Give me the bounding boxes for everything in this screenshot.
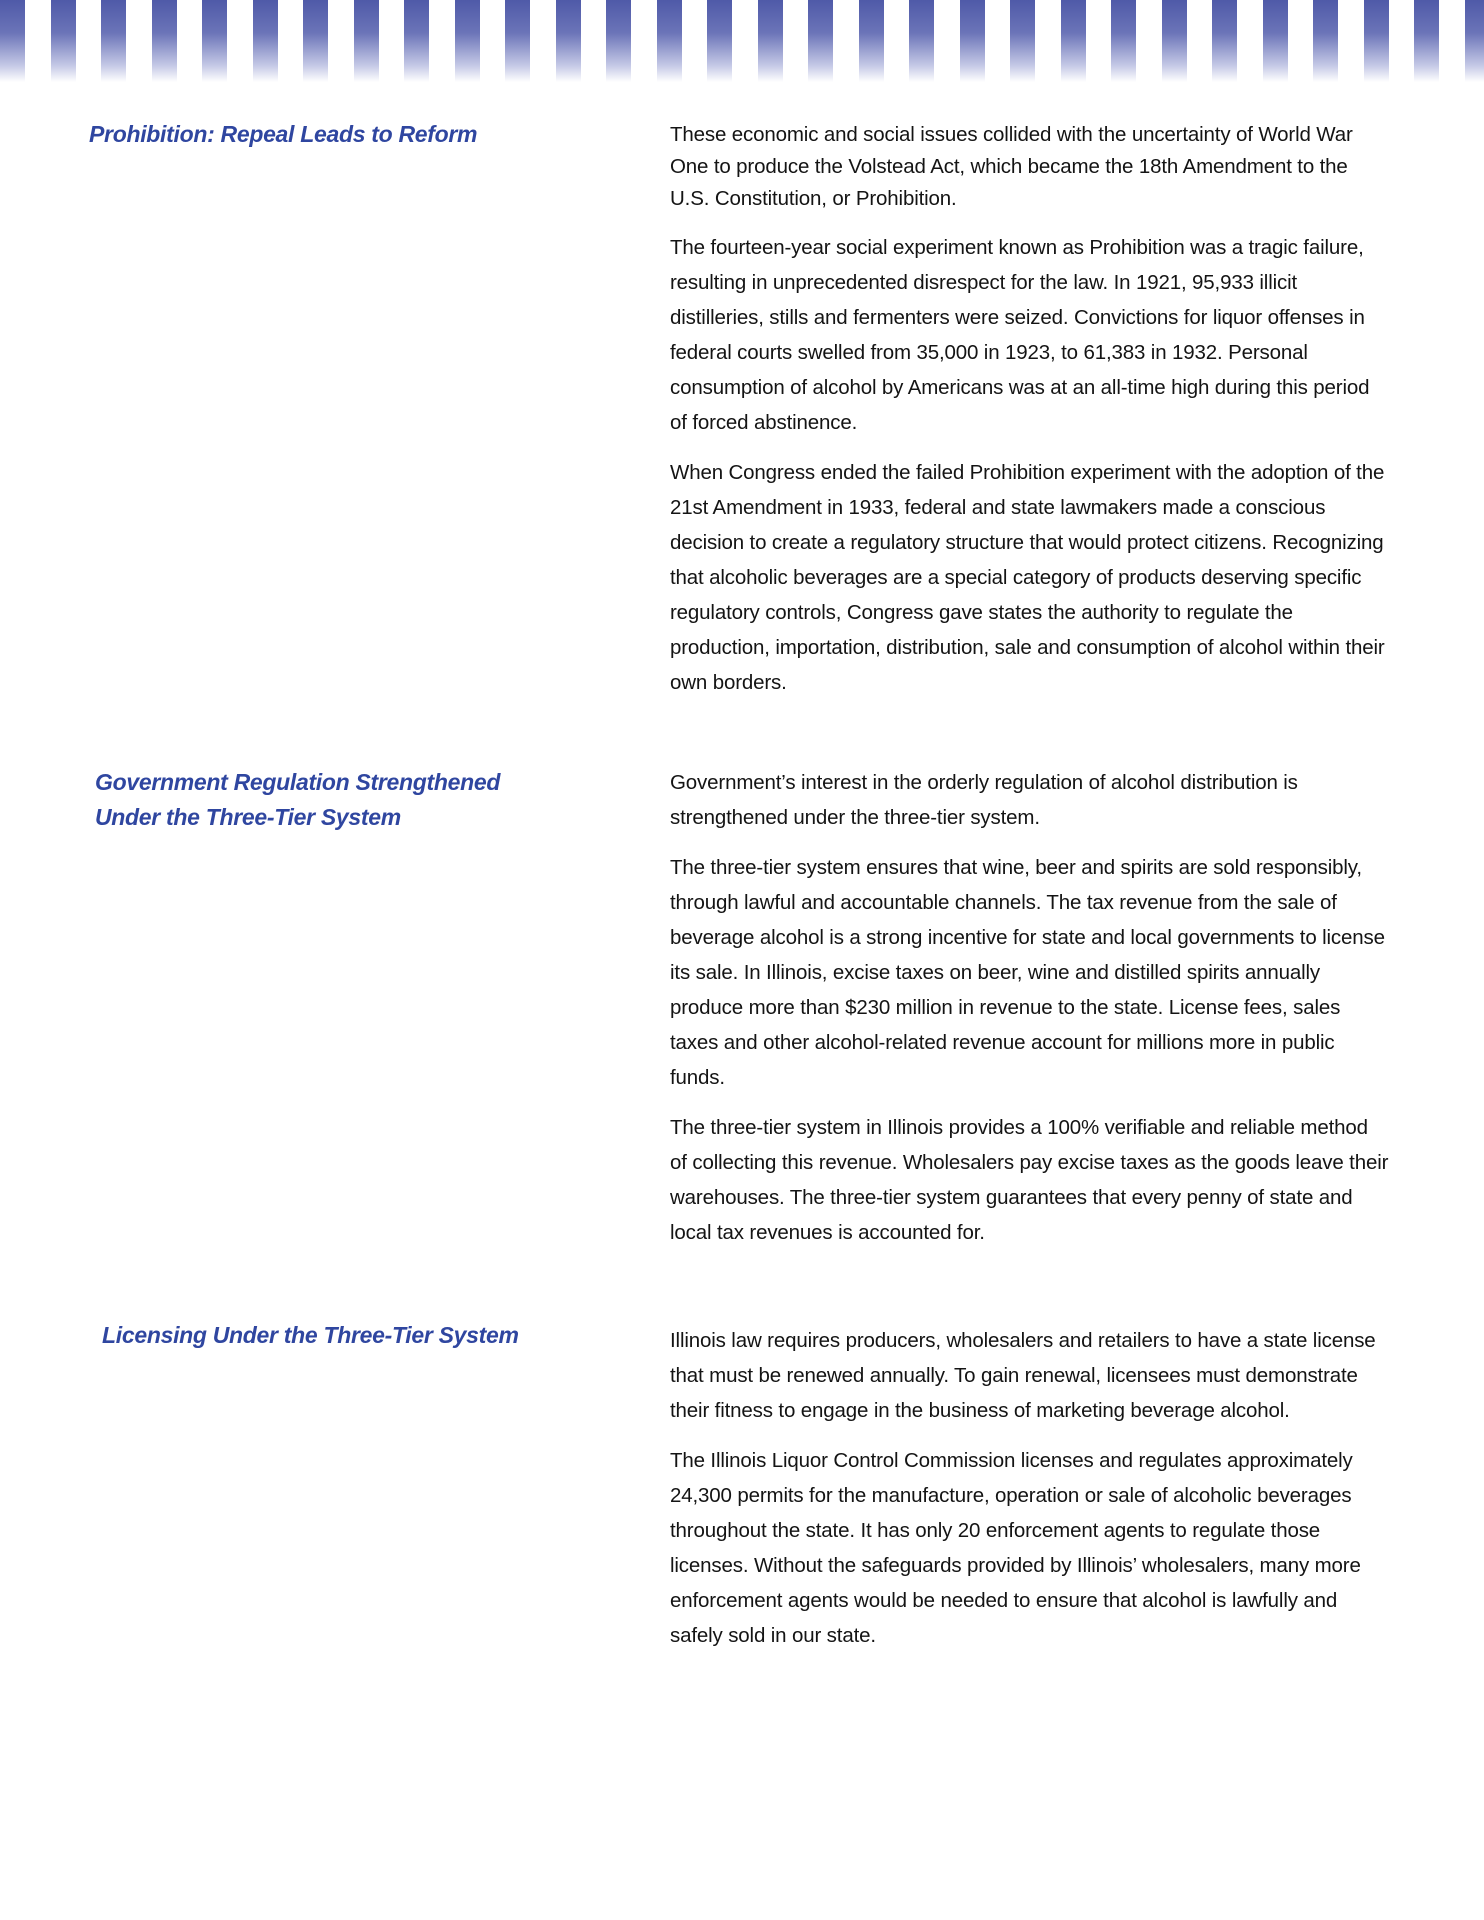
- stripe: [1263, 0, 1288, 82]
- stripe: [1061, 0, 1086, 82]
- heading-line: Prohibition: Repeal Leads to Reform: [89, 121, 478, 147]
- stripe: [101, 0, 126, 82]
- paragraph: The Illinois Liquor Control Commission licenses and regulates approximately 24,300 permits for the manufacture, operation or sale of alcoholic beverages throughout the state. It has only 20 enforcement agents to regulate those licenses. Without the safeguards provided by Illinois’ wholesalers, many more enforcement agents would be needed to ensure that alcohol is lawfully and safely sold in our state.: [670, 1449, 1361, 1647]
- stripe: [455, 0, 480, 82]
- section-heading: [95, 765, 500, 835]
- paragraph: Government’s interest in the orderly regulation of alcohol distribution is strengthened under the three-tier system.: [670, 771, 1298, 829]
- stripe: [1364, 0, 1389, 82]
- stripe: [1212, 0, 1237, 82]
- stripe: [152, 0, 177, 82]
- paragraph: The three-tier system in Illinois provides a 100% verifiable and reliable method of collecting this revenue. Wholesalers pay excise taxes as the goods leave their warehouses. The three-tier system guarantees that every penny of state and local tax revenues is accounted for.: [670, 1116, 1389, 1244]
- section-body: [670, 1323, 1390, 1668]
- stripe: [859, 0, 884, 82]
- stripe: [909, 0, 934, 82]
- stripe: [505, 0, 530, 82]
- stripe: [1010, 0, 1035, 82]
- heading-line: Government Regulation Strengthened: [95, 769, 501, 795]
- paragraph: Illinois law requires producers, wholesalers and retailers to have a state license that must be renewed annually. To gain renewal, licensees must demonstrate their fitness to engage in the business of marketing beverage alcohol.: [670, 1329, 1376, 1422]
- stripe: [1313, 0, 1338, 82]
- stripe: [1414, 0, 1439, 82]
- stripe: [1465, 0, 1484, 82]
- section-heading: [102, 1318, 519, 1353]
- stripe: [960, 0, 985, 82]
- stripe: [758, 0, 783, 82]
- stripe: [808, 0, 833, 82]
- heading-line: Under the Three-Tier System: [95, 804, 401, 830]
- section-heading: [89, 117, 477, 152]
- stripe: [303, 0, 328, 82]
- paragraph: The fourteen-year social experiment known as Prohibition was a tragic failure, resulting in unprecedented disrespect for the law. In 1921, 95,933 illicit distilleries, stills and fermenters were seized. Convictions for liquor offenses in federal courts swelled from 35,000 in 1923, to 61,383 in 1932. Personal consumption of alcohol by Americans was at an all-time high during this period of forced abstinence.: [670, 236, 1370, 434]
- stripe: [0, 0, 25, 82]
- paragraph: When Congress ended the failed Prohibition experiment with the adoption of the 21st Amendment in 1933, federal and state lawmakers made a conscious decision to create a regulatory structure that would protect citizens. Recognizing that alcoholic beverages are a special category of products deserving specific regulatory controls, Congress gave states the authority to regulate the production, importation, distribution, sale and consumption of alcohol within their own borders.: [670, 461, 1385, 694]
- stripe: [556, 0, 581, 82]
- stripe: [202, 0, 227, 82]
- decorative-stripe-band: [0, 0, 1484, 82]
- heading-line: Licensing Under the Three-Tier System: [102, 1322, 519, 1348]
- paragraph: The three-tier system ensures that wine, beer and spirits are sold responsibly, through lawful and accountable channels. The tax revenue from the sale of beverage alcohol is a strong incentive for state and local governments to license its sale. In Illinois, excise taxes on beer, wine and distilled spirits annually produce more than $230 million in revenue to the state. License fees, sales taxes and other alcohol-related revenue account for millions more in public funds.: [670, 856, 1385, 1089]
- stripe: [354, 0, 379, 82]
- section-body: [670, 765, 1390, 1265]
- stripe: [51, 0, 76, 82]
- stripe: [606, 0, 631, 82]
- stripe: [253, 0, 278, 82]
- section-body: [670, 119, 1390, 715]
- paragraph: These economic and social issues collided with the uncertainty of World War One to produce the Volstead Act, which became the 18th Amendment to the U.S. Constitution, or Prohibition.: [670, 123, 1353, 210]
- stripe: [707, 0, 732, 82]
- stripe: [1162, 0, 1187, 82]
- stripe: [404, 0, 429, 82]
- stripe: [1111, 0, 1136, 82]
- stripe: [657, 0, 682, 82]
